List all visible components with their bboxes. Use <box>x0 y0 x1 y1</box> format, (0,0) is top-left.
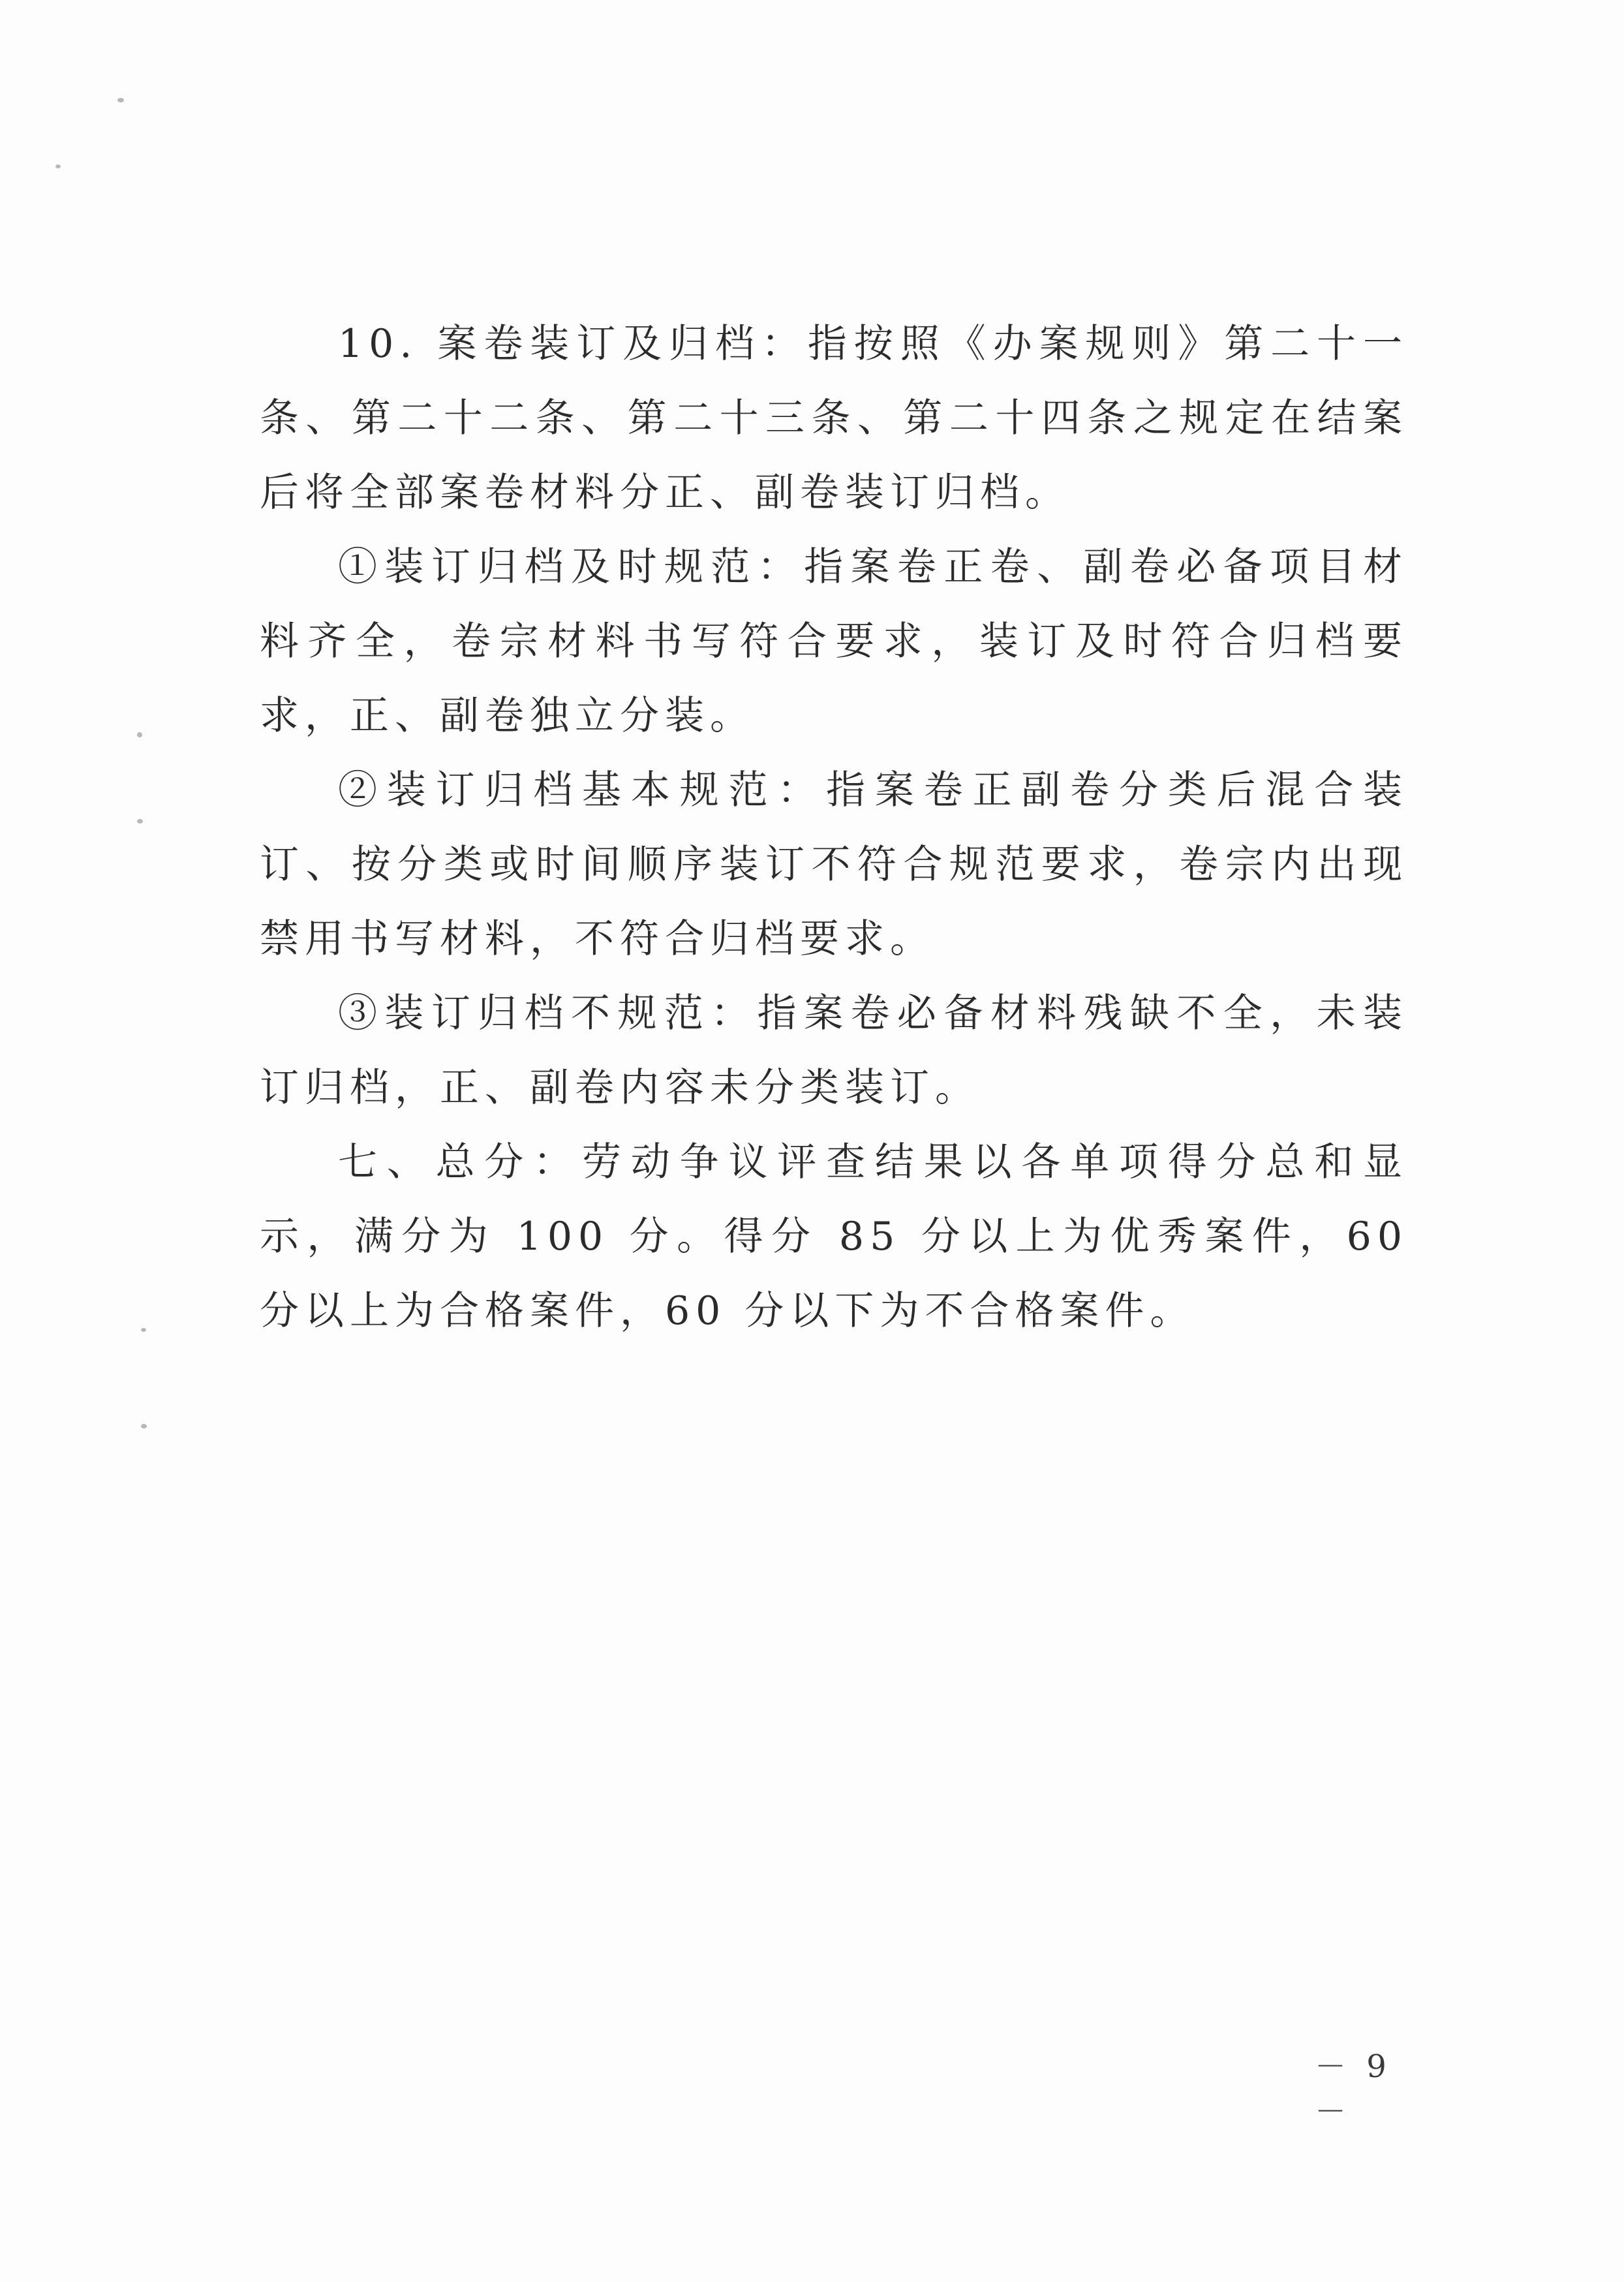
scan-speck <box>141 1424 147 1428</box>
paragraph-basic-standard: ②装订归档基本规范：指案卷正副卷分类后混合装订、按分类或时间顺序装订不符合规范要求，卷宗内出现禁用书写材料，不符合归档要求。 <box>260 767 1408 962</box>
paragraph-non-standard: ③装订归档不规范：指案卷必备材料残缺不全，未装订归档，正、副卷内容未分类装订。 <box>260 991 1408 1111</box>
scan-speck <box>117 98 124 102</box>
paragraph-total-score: 七、总分：劳动争议评查结果以各单项得分总和显示，满分为 100 分。得分 85 分以上为优秀案件，60 分以上为合格案件，60 分以下为不合格案件。 <box>260 1139 1408 1334</box>
document-body <box>260 307 1408 1348</box>
scan-speck <box>141 1328 146 1332</box>
paragraph-timely-standard: ①装订归档及时规范：指案卷正卷、副卷必备项目材料齐全，卷宗材料书写符合要求，装订及时符合归档要求，正、副卷独立分装。 <box>260 544 1408 739</box>
paragraph-binding-and-archiving: 10. 案卷装订及归档：指按照《办案规则》第二十一条、第二十二条、第二十三条、第二十四条之规定在结案后将全部案卷材料分正、副卷装订归档。 <box>260 321 1408 516</box>
page-number: － 9 － <box>1315 2048 1392 2130</box>
scan-speck <box>137 732 142 737</box>
scan-speck <box>55 164 61 168</box>
scan-speck <box>137 819 143 824</box>
